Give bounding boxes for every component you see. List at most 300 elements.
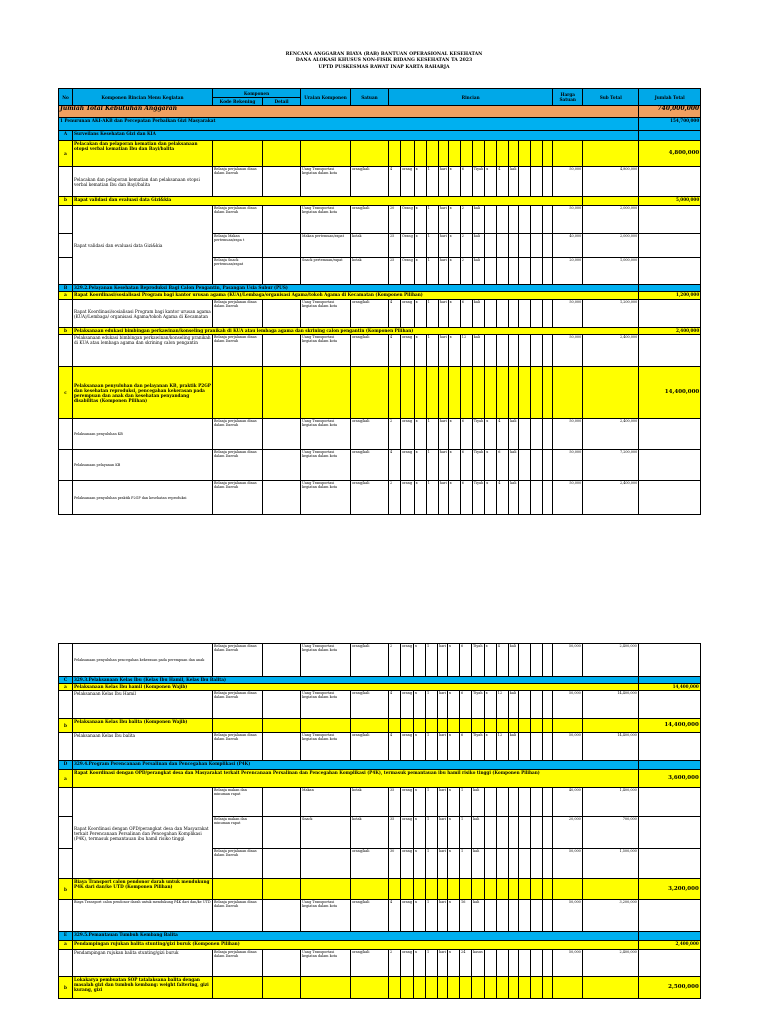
empty-cell	[438, 367, 448, 419]
table-cell: x	[485, 481, 497, 515]
table-cell: Uang Transportasi kegiatan dalam kota	[301, 644, 351, 677]
table-cell: x	[448, 788, 460, 817]
table-cell: 4	[389, 691, 401, 719]
table-cell: orang	[401, 300, 415, 328]
empty-cell	[552, 719, 582, 733]
empty-cell	[497, 234, 509, 258]
empty-cell	[509, 141, 519, 167]
table-cell: Pelaksanaan penyuluhan pencegahan kekerasan pada perempuan dan anak	[73, 644, 213, 677]
table-cell: x	[448, 300, 460, 328]
empty-cell	[530, 900, 542, 932]
empty-cell	[542, 817, 552, 849]
col-uraian: Uraian Komponen	[301, 89, 351, 106]
empty-cell	[518, 719, 530, 733]
table-cell: kali	[509, 419, 519, 450]
empty-cell	[530, 733, 542, 761]
empty-cell	[542, 900, 552, 932]
empty-cell	[530, 644, 542, 677]
table-cell: Pelaksanaan penyuluhan KB	[73, 419, 213, 450]
empty-cell	[263, 258, 301, 285]
table-cell: orang	[401, 450, 415, 481]
table-cell: Uang Transportasi kegiatan dalam kota	[301, 419, 351, 450]
empty-cell	[543, 481, 553, 515]
empty-cell	[519, 450, 531, 481]
detail-row	[59, 335, 701, 367]
table-cell: Pelaksanaan penyuluhan dan pelayanan KB, praktik P2GP dan kesehatan reproduksi, pencegahan kekerasan pada perempuan dan anak dan kesehatan penyandang disabilitas (Komponen Pilihan)	[73, 367, 213, 419]
table-cell: c	[59, 367, 73, 419]
table-cell: x	[448, 206, 460, 234]
empty-cell	[59, 258, 73, 285]
empty-cell	[530, 817, 542, 849]
table-cell: 4	[497, 419, 509, 450]
table-cell: orang/kali	[351, 950, 389, 977]
table-cell: 2	[389, 481, 401, 515]
empty-cell	[389, 367, 401, 419]
table-cell: 14,400,000	[638, 719, 700, 733]
table-cell: Rapat validasi dan evaluasi data Gizi&kia	[73, 197, 583, 206]
empty-cell	[401, 977, 414, 999]
table-cell: orang	[401, 788, 414, 817]
empty-cell	[543, 367, 553, 419]
table-cell: Belanja perjalanan dinas dalam Daerah	[213, 900, 263, 932]
table-cell: Uang Transportasi kegiatan dalam kota	[301, 691, 351, 719]
empty-cell	[542, 950, 552, 977]
table-cell: Uang Transportasi kegiatan dalam kota	[301, 481, 351, 515]
empty-cell	[301, 977, 351, 999]
table-cell: orang/kali	[351, 206, 389, 234]
detail-row	[59, 788, 701, 817]
table-cell: 6	[460, 691, 472, 719]
table-cell: 1	[426, 258, 438, 285]
table-cell: 30	[389, 849, 401, 879]
table-cell: x	[414, 335, 426, 367]
empty-cell	[59, 900, 73, 932]
table-cell: 2,400,000	[583, 419, 639, 450]
empty-cell	[438, 977, 448, 999]
empty-cell	[519, 419, 531, 450]
activity-row	[59, 879, 701, 900]
col-detail: Detail	[263, 98, 301, 106]
empty-cell	[552, 879, 582, 900]
empty-cell	[438, 879, 448, 900]
table-cell: 1	[426, 788, 438, 817]
table-cell: orang	[401, 644, 414, 677]
col-rincian: Rincian	[389, 89, 553, 106]
empty-cell	[552, 977, 582, 999]
empty-cell	[263, 950, 301, 977]
table-cell: Tiyah	[472, 419, 484, 450]
section-label: 1 Penurunan AKI-AKB dan Percepatan Perbaikan Gizi Masyarakat	[59, 118, 639, 131]
table-cell: kali	[509, 167, 519, 197]
empty-cell	[530, 788, 542, 817]
detail-row	[59, 900, 701, 932]
empty-cell	[531, 258, 543, 285]
table-cell	[639, 131, 701, 141]
subsection-row	[59, 677, 701, 684]
empty-cell	[351, 719, 389, 733]
empty-cell	[263, 300, 301, 328]
table-cell: kali	[508, 733, 518, 761]
table-cell: 1	[426, 450, 438, 481]
table-cell: Pelaksanaan Kelas Ibu hamil (Komponen Wajib)	[73, 684, 639, 691]
empty-cell	[301, 879, 351, 900]
table-cell: Belanja Makan pertemuan/rapa t	[213, 234, 263, 258]
table-cell: 50,000	[552, 950, 582, 977]
empty-cell	[263, 234, 301, 258]
table-cell: 1	[426, 817, 438, 849]
table-cell: Belanja makan dan minuman rapat	[213, 788, 263, 817]
subsection-row	[59, 285, 701, 292]
empty-cell	[389, 879, 401, 900]
empty-cell	[460, 879, 472, 900]
table-cell: 6	[460, 450, 472, 481]
empty-cell	[639, 450, 701, 481]
empty-cell	[351, 879, 389, 900]
table-cell: 2	[389, 419, 401, 450]
table-cell: B	[59, 285, 73, 292]
empty-cell	[414, 367, 426, 419]
empty-cell	[582, 879, 638, 900]
empty-cell	[301, 719, 351, 733]
detail-row	[59, 481, 701, 515]
table-cell: Uang Transportasi kegiatan dalam kota	[301, 206, 351, 234]
empty-cell	[518, 691, 530, 719]
empty-cell	[59, 206, 73, 234]
table-cell: 2,000,000	[583, 234, 639, 258]
table-cell: 6	[460, 419, 472, 450]
table-cell: x	[414, 450, 426, 481]
empty-cell	[638, 677, 700, 684]
table-cell: Pelaksanaan pelayanan KB	[73, 450, 213, 481]
table-cell: 50,000	[552, 900, 582, 932]
empty-cell	[485, 335, 497, 367]
table-cell: Snack	[301, 817, 351, 849]
table-cell: orang/kali	[351, 481, 389, 515]
empty-cell	[414, 141, 426, 167]
empty-cell	[263, 719, 301, 733]
table-cell: Pelaksanaan penyuluhan praktik P2GP dan kesehatan reproduksi	[73, 481, 213, 515]
empty-cell	[639, 300, 701, 328]
table-cell: Belanja perjalanan dinas dalam Daerah	[213, 335, 263, 367]
table-cell: kotak	[351, 234, 389, 258]
table-cell: 14,400,000	[582, 733, 638, 761]
table-cell: x	[414, 849, 426, 879]
table-cell: orang/kali	[351, 335, 389, 367]
table-cell: 1	[460, 788, 472, 817]
total-row	[59, 106, 701, 118]
empty-cell	[639, 481, 701, 515]
table-cell: a	[59, 141, 73, 167]
empty-cell	[497, 206, 509, 234]
table-cell: Biaya Transport calon pendonor darah untuk mendukung P4K dari dan/ke UTD	[73, 900, 213, 932]
table-cell: 2,400,000	[582, 644, 638, 677]
table-cell: 35	[389, 788, 401, 817]
empty-cell	[519, 206, 531, 234]
table-cell: hari	[438, 849, 448, 879]
empty-cell	[531, 419, 543, 450]
detail-row	[59, 300, 701, 328]
table-cell: Pelacakan dan pelaporan kematian dan pelaksanaan otopsi verbal kematian Ibu dan Bayi/balita	[73, 167, 213, 197]
table-cell: 2	[460, 206, 472, 234]
empty-cell	[639, 234, 701, 258]
table-cell: hari	[438, 644, 448, 677]
table-cell: Orang	[401, 234, 415, 258]
activity-row	[59, 141, 701, 167]
table-cell: 1,200,000	[583, 300, 639, 328]
table-cell: kali	[472, 234, 484, 258]
empty-cell	[351, 141, 389, 167]
table-cell: x	[448, 691, 460, 719]
empty-cell	[497, 367, 509, 419]
table-cell: 3,200,000	[638, 879, 700, 900]
empty-cell	[485, 141, 497, 167]
table-cell: Uang Transportasi kegiatan dalam kota	[301, 300, 351, 328]
table-cell: Belanja perjalanan dinas dalam Daerah	[213, 644, 263, 677]
col-satuan: Satuan	[351, 89, 389, 106]
table-cell: kali	[472, 335, 484, 367]
table-cell: Belanja makan dan minuman rapat	[213, 817, 263, 849]
col-komponen-menu: Komponen Rincian Menu Kegiatan	[73, 89, 213, 106]
table-cell: kotak	[351, 258, 389, 285]
empty-cell	[448, 977, 460, 999]
table-cell: orang	[401, 481, 415, 515]
table-cell: Tiyah	[472, 644, 485, 677]
empty-cell	[543, 450, 553, 481]
empty-cell	[543, 335, 553, 367]
table-cell: b	[59, 879, 73, 900]
table-cell: 6	[497, 450, 509, 481]
empty-cell	[263, 879, 301, 900]
table-cell: orang/kali	[351, 900, 389, 932]
empty-cell	[519, 367, 531, 419]
table-cell: hari	[438, 950, 448, 977]
table-cell: Belanja perjalanan dinas dalam Daerah	[213, 167, 263, 197]
empty-cell	[509, 300, 519, 328]
detail-row	[59, 419, 701, 450]
empty-cell	[426, 719, 438, 733]
table-cell: 2,000,000	[583, 206, 639, 234]
table-cell: x	[414, 481, 426, 515]
table-cell: kotak	[351, 817, 389, 849]
empty-cell	[543, 206, 553, 234]
empty-cell	[263, 733, 301, 761]
empty-cell	[496, 817, 508, 849]
subsection-label: Surveilans Kesehatan Gizi dan KIA	[73, 131, 639, 141]
table-cell: 1	[426, 167, 438, 197]
table-cell: Uang Transportasi kegiatan dalam kota	[301, 733, 351, 761]
empty-cell	[496, 849, 508, 879]
empty-cell	[497, 335, 509, 367]
empty-cell	[59, 733, 73, 761]
table-cell: orang	[401, 950, 414, 977]
table-cell: x	[414, 817, 426, 849]
table-cell: x	[448, 817, 460, 849]
table-cell: x	[448, 167, 460, 197]
empty-cell	[263, 900, 301, 932]
col-kode-rekening: Kode Rekening	[213, 98, 263, 106]
table-cell: hari	[438, 234, 448, 258]
table-cell: 50,000	[552, 691, 582, 719]
table-cell: kali	[509, 481, 519, 515]
empty-cell	[542, 719, 552, 733]
empty-cell	[518, 788, 530, 817]
table-cell: orang	[401, 817, 414, 849]
empty-cell	[485, 367, 497, 419]
table-cell: Belanja perjalanan dinas dalam Daerah	[213, 481, 263, 515]
table-cell: 4	[389, 167, 401, 197]
table-cell: Uang Transportasi kegiatan dalam kota	[301, 900, 351, 932]
empty-cell	[472, 719, 485, 733]
empty-cell	[542, 733, 552, 761]
table-cell: Pelaksanaan Kelas Ibu balita	[73, 733, 213, 761]
empty-cell	[59, 300, 73, 328]
table-cell: orang/kali	[351, 450, 389, 481]
table-cell: 1	[426, 206, 438, 234]
table-cell: Rapat Koordinasi/sosialisasi Program bagi kantor urusan agama (KUA)/Lembaga/ organisasi Agama/tokoh Agama di Kecamatan	[73, 300, 213, 328]
table-cell: 2,400,000	[583, 335, 639, 367]
table-cell: kali	[472, 258, 484, 285]
table-cell: hari	[438, 335, 448, 367]
total-label: Jumlah Total Kebutuhan Anggaran	[59, 106, 639, 118]
table-cell: 1	[426, 849, 438, 879]
table-cell: kali	[472, 817, 485, 849]
table-cell: Makan	[301, 788, 351, 817]
empty-cell	[497, 258, 509, 285]
empty-cell	[553, 141, 583, 167]
table-cell: 4,800,000	[583, 167, 639, 197]
empty-cell	[213, 367, 263, 419]
empty-cell	[543, 234, 553, 258]
table-cell: 40,000	[553, 234, 583, 258]
empty-cell	[460, 367, 472, 419]
empty-cell	[543, 300, 553, 328]
table-cell: hari	[438, 258, 448, 285]
empty-cell	[59, 691, 73, 719]
empty-cell	[638, 691, 700, 719]
empty-cell	[583, 367, 639, 419]
table-cell: 50,000	[553, 167, 583, 197]
empty-cell	[263, 977, 301, 999]
table-cell: Rapat Koordinasi/sosialisasi Program bagi kantor urusan agama (KUA)/Lembaga/organisasi Agama/tokoh Agama di Kecamatan (Komponen Pilihan)	[73, 292, 639, 300]
table-cell: 25	[389, 234, 401, 258]
table-cell: 4	[497, 167, 509, 197]
col-harga: Harga Satuan	[553, 89, 583, 106]
empty-cell	[460, 719, 472, 733]
table-cell: 7,200,000	[583, 450, 639, 481]
table-cell: kali	[509, 450, 519, 481]
table-cell: Belanja perjalanan dinas dalam Daerah	[213, 950, 263, 977]
table-cell: 12	[496, 733, 508, 761]
empty-cell	[263, 206, 301, 234]
empty-cell	[542, 691, 552, 719]
empty-cell	[508, 719, 518, 733]
table-cell: 329.4.Program Perencanaan Persalinan dan Pencegahan Komplikasi (P4K)	[73, 761, 639, 770]
detail-row	[59, 644, 701, 677]
empty-cell	[509, 234, 519, 258]
table-cell: 35	[389, 817, 401, 849]
empty-cell	[508, 879, 518, 900]
empty-cell	[263, 367, 301, 419]
detail-row	[59, 691, 701, 719]
empty-cell	[509, 206, 519, 234]
table-cell: 1	[426, 419, 438, 450]
empty-cell	[530, 977, 542, 999]
empty-cell	[59, 644, 73, 677]
table-cell: 1	[426, 733, 438, 761]
table-cell: x	[448, 335, 460, 367]
table-cell: 4	[497, 481, 509, 515]
empty-cell	[485, 234, 497, 258]
empty-cell	[639, 167, 701, 197]
table-cell: x	[414, 691, 426, 719]
table-cell: x	[414, 900, 426, 932]
table-cell: orang	[401, 849, 414, 879]
table-cell: 1	[426, 691, 438, 719]
table-cell: Uang Transportasi kegiatan dalam kota	[301, 450, 351, 481]
empty-cell	[389, 977, 401, 999]
table-cell: hari	[438, 900, 448, 932]
empty-cell	[530, 691, 542, 719]
activity-row	[59, 292, 701, 300]
empty-cell	[543, 167, 553, 197]
table-cell: 25	[389, 258, 401, 285]
table-cell: x	[448, 481, 460, 515]
empty-cell	[518, 644, 530, 677]
empty-cell	[389, 719, 401, 733]
empty-cell	[638, 950, 700, 977]
table-cell: x	[448, 258, 460, 285]
empty-cell	[59, 481, 73, 515]
table-cell: x	[448, 950, 460, 977]
table-cell: Rapat Koordinasi dengan OPD/perangkat desa dan Masyarakat terkait Perencanaan Persalinan dan Pencegahan Komplikasi (P4K), termasuk pemantauan ibu hamil risiko tinggi	[73, 788, 213, 879]
empty-cell	[484, 977, 496, 999]
empty-cell	[401, 879, 414, 900]
table-cell: Pelaksanaan edukasi bimbingan perkawinan/konseling pranikah di KUA atau lembaga agama dan skrining calon pengantin (Komponen Pilihan)	[73, 328, 639, 335]
table-cell: 14,400,000	[582, 691, 638, 719]
empty-cell	[401, 141, 415, 167]
detail-row	[59, 206, 701, 234]
empty-cell	[213, 719, 263, 733]
empty-cell	[460, 977, 472, 999]
empty-cell	[518, 950, 530, 977]
empty-cell	[351, 977, 389, 999]
empty-cell	[448, 879, 460, 900]
col-komponen: Komponen	[213, 89, 301, 98]
table-cell: 329.2.Pelayanan Kesehatan Reproduksi Bagi Calon Pengantin, Pasangan Usia Subur (PUS)	[73, 285, 639, 292]
empty-cell	[301, 849, 351, 879]
empty-cell	[401, 719, 414, 733]
table-cell: 6	[460, 300, 472, 328]
empty-cell	[496, 977, 508, 999]
table-cell: x	[448, 849, 460, 879]
table-cell: 4	[389, 450, 401, 481]
table-cell: 50,000	[553, 450, 583, 481]
empty-cell	[414, 719, 426, 733]
table-cell: 1,400,000	[582, 788, 638, 817]
table-cell: 1	[426, 234, 438, 258]
budget-table-page-2	[58, 643, 701, 999]
empty-cell	[213, 977, 263, 999]
empty-cell	[531, 206, 543, 234]
table-cell: 50,000	[553, 335, 583, 367]
table-cell: Pelaksanaan Kelas Ibu balita (Komponen Wajib)	[73, 719, 213, 733]
activity-row	[59, 770, 701, 788]
table-cell: Belanja perjalanan dinas dalam Daerah	[213, 733, 263, 761]
empty-cell	[497, 141, 509, 167]
empty-cell	[518, 977, 530, 999]
activity-row	[59, 367, 701, 419]
subsection-row	[59, 761, 701, 770]
